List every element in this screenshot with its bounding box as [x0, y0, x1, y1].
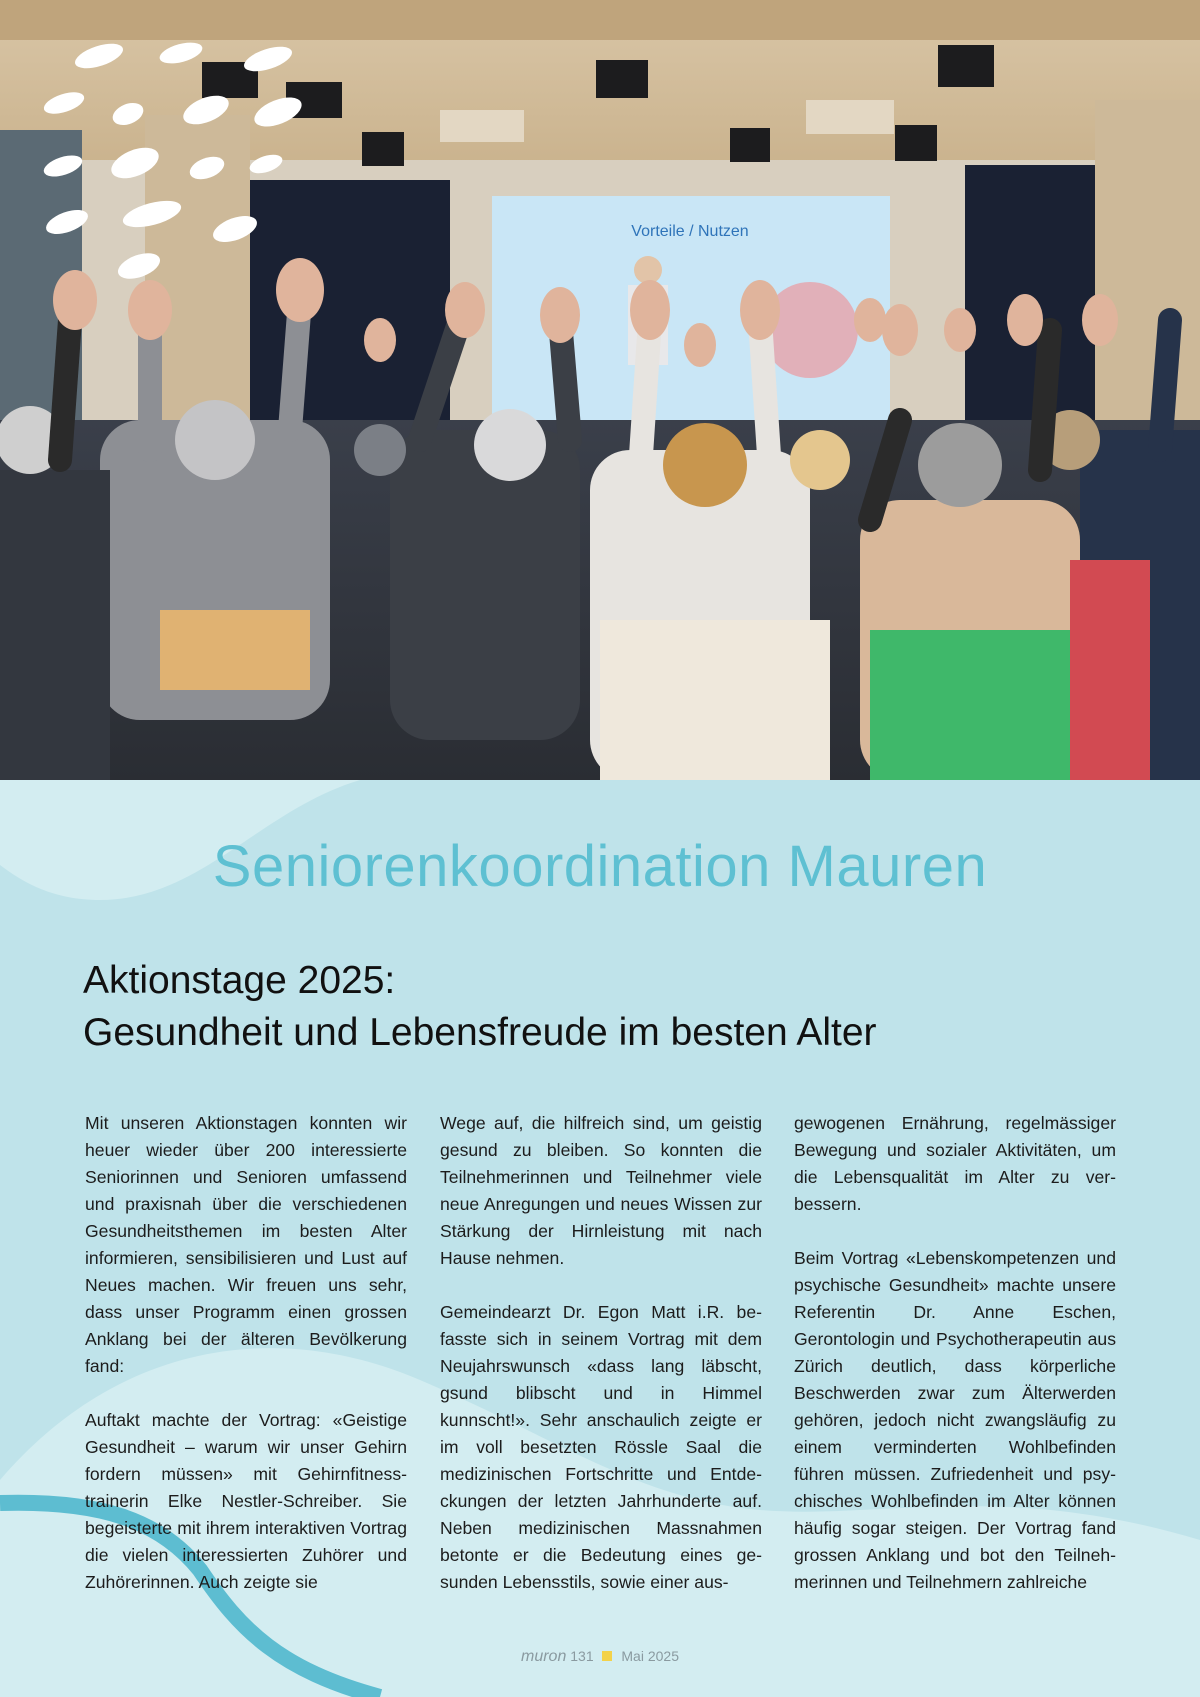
paragraph: Gemeindearzt Dr. Egon Matt i.R. befasste sich in seinem Vortrag mit dem Neujahrswunsch «dass lang läbscht, gsund blibscht und in Himmel kunnscht!». Sehr anschaulich zeigte er im voll besetzten Rössle Saal die medizinischen Fortschritte und Entdeckungen der letzten Jahrhunderte auf. Neben medizinischen Massnahmen betonte er die Bedeutung eines gesunden Lebensstils, sowie einer aus- [440, 1302, 762, 1592]
text-column-3 [794, 1110, 1116, 1596]
footer-issue: 131 [570, 1648, 594, 1664]
paragraph: Auftakt machte der Vortrag: «Geistige Gesundheit – warum wir unser Gehirn fordern müssen» mit Gehirnfitnesstrainerin Elke Nestler-Schreiber. Sie begeisterte mit ihrem interaktiven Vortrag die vielen interessierten Zuhörer und Zuhörerinnen. Auch zeigte sie [85, 1410, 407, 1592]
paragraph: Wege auf, die hilfreich sind, um geistig gesund zu bleiben. So konnten die Teilnehmerinnen und Teilnehmer viele neue Anregungen und neues Wissen zur Stärkung der Hirnleistung mit nach Hause nehmen. [440, 1113, 762, 1268]
page-footer [0, 1648, 1200, 1666]
header-photo [0, 0, 1200, 780]
paragraph: gewogenen Ernährung, regelmässiger Bewegung und sozialer Aktivitäten, um die Lebensqualität im Alter zu verbessern. [794, 1113, 1116, 1214]
footer-square-icon [602, 1651, 612, 1661]
footer-date: Mai 2025 [621, 1648, 679, 1664]
text-column-1 [85, 1110, 407, 1596]
slide-title: Vorteile / Nutzen [631, 223, 749, 240]
paragraph: Beim Vortrag «Lebenskompetenzen und psychische Gesundheit» machte unsere Referentin Dr. Anne Eschen, Gerontologin und Psychotherapeutin aus Zürich deutlich, dass körperliche Beschwerden zwar zum Älterwerden gehören, jedoch nicht zwangsläufig zu einem verminderten Wohlbefinden führen müssen. Zufriedenheit und psychisches Wohlbefinden im Alter können häufig sogar steigen. Der Vortrag fand grossen Anklang und bot den Teilnehmerinnen und Teilnehmern zahlreiche [794, 1248, 1116, 1592]
headline-line-1: Aktionstage 2025: [83, 959, 396, 1002]
text-column-2 [440, 1110, 762, 1596]
article-headline [83, 955, 877, 1059]
headline-line-2: Gesundheit und Lebensfreude im besten Alter [83, 1011, 877, 1054]
page-title: Seniorenkoordination Mauren [212, 834, 988, 899]
footer-brand: muron [521, 1648, 567, 1665]
paragraph: Mit unseren Aktionstagen konnten wir heuer wieder über 200 interessierte Seniorinnen und Senioren umfassend und praxisnah über die verschiedenen Gesundheitsthemen im besten Alter informieren, sensibilisieren und Lust auf Neues machen. Wir freuen uns sehr, dass unser Programm einen grossen Anklang bei der älteren Bevölkerung fand: [85, 1113, 407, 1376]
